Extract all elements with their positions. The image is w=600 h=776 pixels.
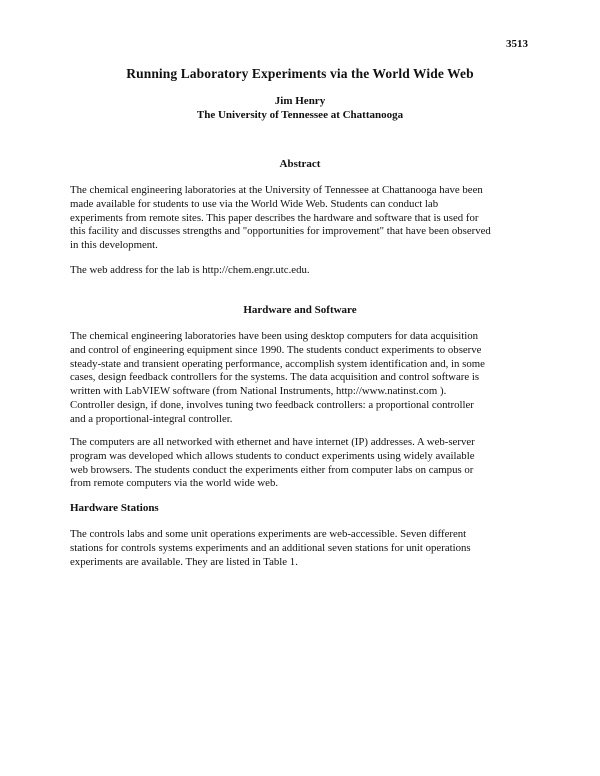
text-line: stations for controls systems experiments and an additional seven stations for unit operations: [70, 541, 471, 554]
text-line: experiments are available. They are listed in Table 1.: [70, 555, 298, 568]
hardware-software-paragraph-2: [70, 436, 540, 491]
abstract-heading: Abstract: [279, 158, 321, 170]
text-line: and control of engineering equipment since 1990. The students conduct experiments to observe: [70, 343, 482, 356]
page-number: 3513: [506, 38, 528, 50]
hardware-software-heading: Hardware and Software: [243, 304, 357, 316]
hardware-stations-paragraph: [70, 528, 540, 569]
text-line: steady-state and transient operating performance, accomplish system identification and, in some: [70, 357, 485, 370]
hardware-stations-heading: Hardware Stations: [70, 502, 159, 514]
author-name: Jim Henry: [274, 95, 326, 107]
text-line: The chemical engineering laboratories have been using desktop computers for data acquisition: [70, 330, 479, 342]
web-address-paragraph: [70, 264, 540, 278]
text-line: this facility and discusses strengths and "opportunities for improvement" that have been observed: [70, 225, 491, 238]
text-line: and a proportional-integral controller.: [70, 412, 233, 425]
text-line: The computers are all networked with ethernet and have internet (IP) addresses. A web-server: [70, 436, 475, 448]
text-line: program was developed which allows students to conduct experiments using widely available: [70, 449, 475, 462]
text-line: The web address for the lab is http://chem.engr.utc.edu.: [70, 264, 310, 276]
text-line: Controller design, if done, involves tuning two feedback controllers: a proportional controller: [70, 398, 474, 411]
text-line: The chemical engineering laboratories at the University of Tennessee at Chattanooga have been: [70, 184, 483, 196]
text-line: experiments from remote sites. This paper describes the hardware and software that is used for: [70, 211, 479, 224]
hardware-software-paragraph-1: [70, 330, 540, 427]
text-line: made available for students to use via the World Wide Web. Students can conduct lab: [70, 197, 439, 210]
author-block: [0, 94, 600, 122]
text-line: in this development.: [70, 239, 158, 252]
text-line: written with LabVIEW software (from National Instruments, http://www.natinst.com ).: [70, 385, 447, 398]
text-line: The controls labs and some unit operations experiments are web-accessible. Seven different: [70, 528, 467, 540]
text-line: cases, design feedback controllers for the systems. The data acquisition and control software is: [70, 371, 480, 384]
text-line: web browsers. The students conduct the experiments either from computer labs on campus or: [70, 463, 474, 476]
paper-title: Running Laboratory Experiments via the World Wide Web: [126, 66, 474, 81]
author-affiliation: The University of Tennessee at Chattanooga: [196, 109, 404, 121]
abstract-paragraph: [70, 184, 540, 253]
text-line: from remote computers via the world wide web.: [70, 477, 279, 490]
